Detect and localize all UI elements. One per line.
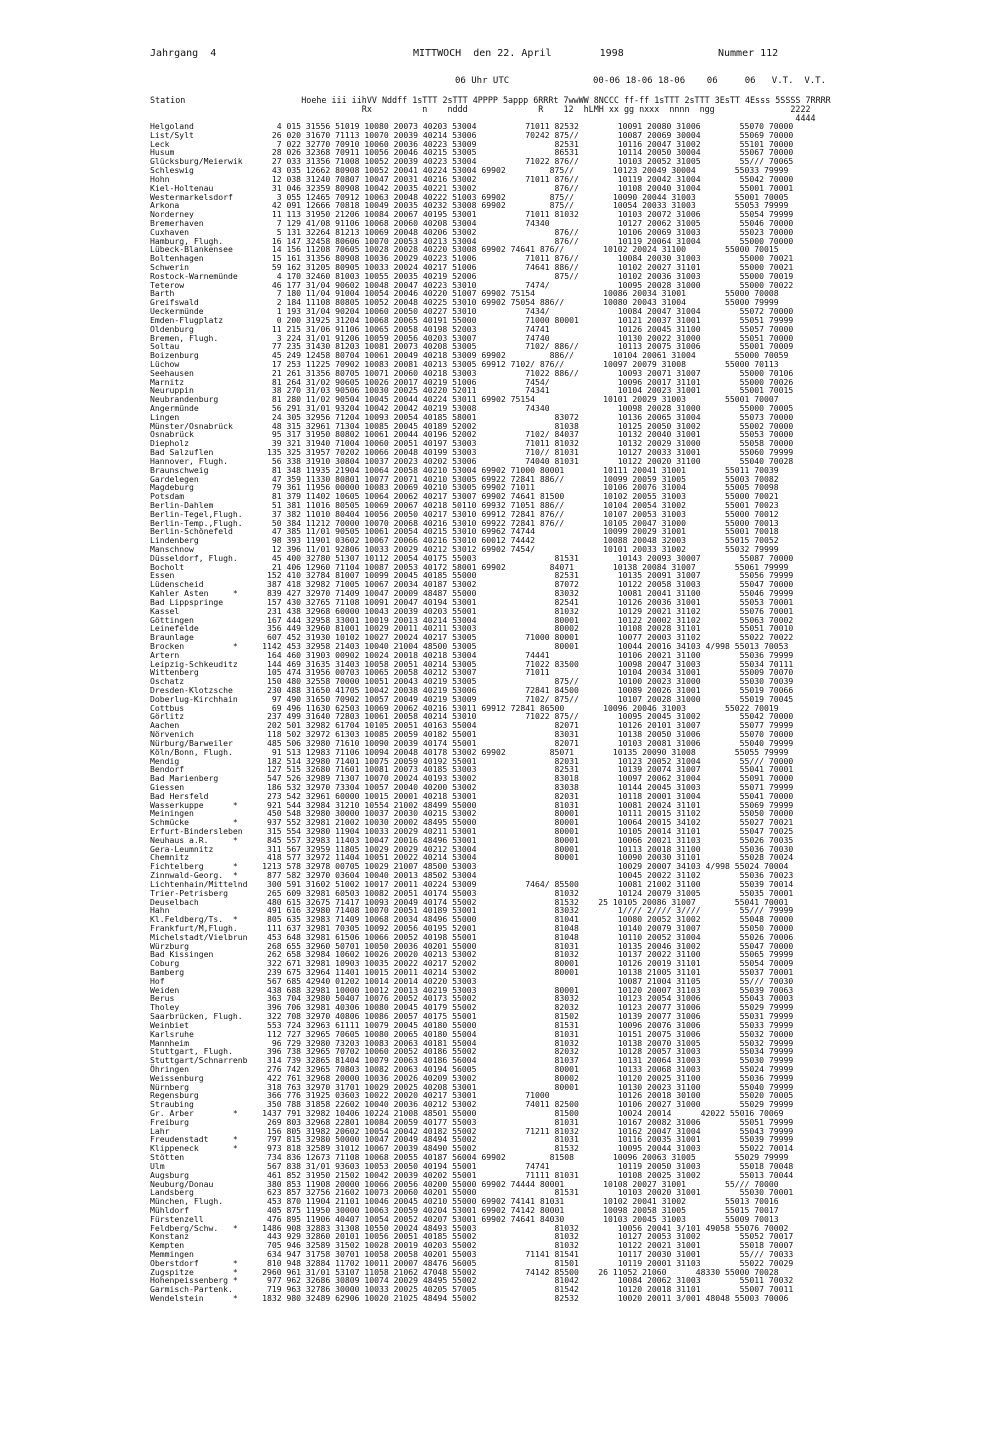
table-row: Emden-Flugplatz 0 200 31925 31204 10068 20065 40191 55000 71000 80001 10121 20037 31001 55051 79999	[150, 314, 794, 325]
table-row: Nörvenich 118 502 32972 61303 10085 20059 40182 55001 83031 10138 20050 31006 55070 70000	[150, 729, 794, 740]
table-row: Mannheim 96 729 32980 73203 10083 20063 40181 55004 81032 10138 20070 31005 55032 79999	[150, 1037, 794, 1048]
table-row: Neubrandenburg 81 280 11/02 90504 10045 20044 40224 53011 69902 75154 10101 20029 31003 55001 70007	[150, 394, 779, 405]
table-row: Hohn 12 038 31240 70807 10047 20031 40216 53002 71011 876// 10119 20042 31004 55042 70000	[150, 173, 794, 184]
table-row: Fürstenzell 476 895 11906 40407 10054 20052 40207 53001 69902 74641 84030 10103 20045 31003 55009 70013	[150, 1213, 779, 1224]
table-row: Leipzig-Schkeuditz 144 469 31635 31403 10058 20051 40214 53005 71022 83500 10098 20047 31003 55034 70111	[150, 658, 794, 669]
table-row: Teterow 46 177 31/04 90602 10048 20047 40223 53010 7474/ 10095 20028 31000 55000 70022	[150, 279, 794, 290]
table-row: Göttingen 167 444 32958 33001 10019 20013 40214 53004 80001 10122 20002 31102 55063 70002	[150, 614, 794, 625]
table-row: Nürburg/Barweiler 485 506 32980 71610 10090 20039 40174 55001 82071 10103 20081 31006 55040 79999	[150, 737, 794, 748]
table-row: Zugspitze * 2960 961 31/01 53107 11058 21062 47048 55002 74142 85500 26 11052 21060 48330 55000 70028	[150, 1266, 779, 1277]
table-row: Bremen, Flugh. 3 224 31/01 91206 10059 20056 40203 53007 74740 10130 20022 31000 55051 70000	[150, 332, 794, 343]
table-row: Lingen 24 305 32956 71204 10093 20054 40185 58001 83072 10136 20065 31004 55073 70000	[150, 411, 794, 422]
table-row: Kassel 231 438 32968 60000 10043 20039 40203 55001 81032 10129 20021 31102 55076 70001	[150, 605, 794, 616]
table-row: Berlin-Dahlem 51 381 11016 80505 10069 20067 40218 50110 69932 71051 886// 10104 20054 31002 55001 70023	[150, 499, 779, 510]
table-row: Braunschweig 81 348 11935 21904 10064 20058 40210 53004 69902 71000 80001 10111 20041 31001 55011 70039	[150, 464, 779, 475]
utc-time-label: 06 Uhr UTC	[455, 76, 510, 86]
table-row: Feldberg/Schw. * 1486 908 32883 31308 10550 20024 48493 55003 81032 10056 20041 3/101 49058 55076 70002	[150, 1222, 789, 1233]
table-row: Würzburg 268 655 32960 50701 10050 20036 40201 55000 81031 10135 20046 31002 55047 70000	[150, 940, 794, 951]
table-row: Bad Salzuflen 135 325 31957 70202 10066 20048 40199 53003 710// 81031 10127 20033 31001 55060 79999	[150, 447, 794, 458]
table-row: Düsseldorf, Flugh. 45 400 32780 51307 10112 20054 40175 55003 81531 10143 20093 30007 55087 70000	[150, 552, 794, 563]
table-row: Doberlug-Kirchhain 97 490 31650 70902 10057 20049 40219 53009 7102/ 875// 10107 20028 31000 55019 70045	[150, 693, 794, 704]
table-row: Greifswald 2 184 11108 80805 10052 20048 40225 53010 69902 75054 886// 10080 20043 31004 55000 79999	[150, 297, 779, 308]
table-row: Fichtelberg * 1213 578 32978 00705 10029 21007 48500 53003 10029 20007 34103 4/998 55024 70004	[150, 861, 789, 872]
table-row: Michelstadt/Vielbrun 453 648 32981 61506 10066 20052 40198 55001 81048 10110 20052 31004 55026 70006	[150, 931, 794, 942]
table-row: Bad Kissingen 262 658 32984 10602 10026 20020 40213 53002 81032 10137 20022 31100 55065 79999	[150, 949, 794, 960]
table-row: Berlin-Temp.,Flugh. 50 384 11212 70000 10070 20068 40216 53010 69922 72841 876// 10105 20047 31000 55000 70013	[150, 517, 779, 528]
table-row: Schmücke * 937 552 32981 21002 10030 20002 48495 55000 80001 10064 20015 34102 55027 70021	[150, 817, 794, 828]
table-row: Oberstdorf * 810 948 32884 11702 10011 20007 48476 56005 81501 10119 20001 31103 55022 70029	[150, 1257, 794, 1268]
table-row: Stuttgart/Schnarrenb 314 739 32865 81404 10079 20063 40186 56004 81037 10131 20064 31003 55030 79999	[150, 1055, 794, 1066]
table-row: Seehausen 21 261 31356 80705 10071 20060 40218 53003 71022 886// 10093 20071 31007 55000 70106	[150, 367, 794, 378]
period-labels: 00-06 18-06 18-06 06 06 V.T. V.T.	[593, 76, 826, 86]
table-row: Saarbrücken, Flugh. 322 708 32970 40806 10086 20057 40175 55001 81502 10139 20077 31006 55031 79999	[150, 1011, 794, 1022]
table-row: Glücksburg/Meierwik 27 033 31356 71008 10052 20039 40223 53004 71022 876// 10103 20052 31005 55/// 70065	[150, 156, 794, 167]
date-title: MITTWOCH den 22. April 1998	[413, 48, 624, 59]
table-row: Augsburg 461 852 31950 21502 10042 20039 40202 55001 71111 81031 10108 20025 31002 55013 70044	[150, 1169, 794, 1180]
column-header-line-3: 4444	[150, 113, 816, 123]
table-row: Köln/Bonn, Flugh. 91 513 12983 71106 10094 20048 40178 53002 69902 85071 10135 20090 31008 55055 79999	[150, 746, 789, 757]
column-header-line-2: Rx n nddd R 12 hLMH xx gg nxxx nnnn ngg 2222	[150, 104, 811, 114]
table-row: Schwerin 59 162 31205 80905 10033 20024 40217 51006 74641 886// 10102 20027 31101 55000 70021	[150, 262, 794, 272]
table-row: Münster/Osnabrück 48 315 32961 71304 10085 20045 40189 52002 81038 10125 20050 31002 55002 70000	[150, 420, 794, 431]
table-row: Nürnberg 318 763 32970 31701 10029 20025 40208 53001 80001 10130 20023 31100 55040 79999	[150, 1081, 794, 1092]
table-row: Oschatz 150 480 32558 70000 10051 20043 40219 53005 875// 10100 20023 31000 55030 70039	[150, 676, 794, 687]
table-row: Lahr 156 805 31982 20602 10054 20042 40182 55002 71211 81032 10162 20047 31004 55043 79999	[150, 1125, 794, 1136]
table-row: Stuttgart, Flugh. 396 738 32965 70702 10060 20052 40186 55002 82032 10128 20057 31003 55034 79999	[150, 1046, 794, 1057]
table-row: Görlitz 237 499 31640 72803 10061 20058 40214 53010 71022 875// 10095 20045 31002 55042 70000	[150, 711, 794, 722]
table-row: Bamberg 239 675 32964 11401 10015 20011 40214 53002 80001 10138 21005 31101 55037 70001	[150, 967, 794, 977]
table-row: Dresden-Klotzsche 230 488 31650 41705 10042 20038 40219 53006 72841 84500 10089 20026 31001 55019 70066	[150, 685, 794, 695]
table-row: Straubing 350 788 31858 22602 10040 20036 40212 53002 74011 82500 10106 20027 31000 55029 79999	[150, 1099, 794, 1110]
table-row: Ueckermünde 1 193 31/04 90204 10060 20050 40227 53010 7434/ 10084 20047 31004 55072 70000	[150, 306, 794, 317]
table-row: List/Sylt 26 020 31670 71113 10070 20039 40214 53006 70242 875// 10087 20069 30004 55069 70000	[150, 129, 794, 140]
table-row: Leck 7 022 32770 70910 10060 20036 40223 53009 82531 10116 20047 31002 55101 70000	[150, 138, 794, 149]
table-row: Trier-Petrisberg 265 609 32981 60503 10082 20051 40174 55003 81032 10124 20079 31005 55035 70001	[150, 887, 794, 898]
table-row: Hohenpeissenberg * 977 962 32686 30809 10074 20029 48495 55002 81042 10084 20062 31003 55011 70032	[150, 1275, 794, 1286]
table-row: Brocken * 1142 453 32958 21403 10040 21004 48500 53005 80001 10044 20016 34103 4/998 55013 70053	[150, 640, 789, 651]
table-row: Magdeburg 79 361 11956 00000 10083 20069 40210 53005 69902 71011 10106 20076 31004 55005 70098	[150, 482, 779, 493]
station-table	[150, 122, 793, 1303]
table-row: Bremerhaven 7 129 41/08 91106 10068 20060 40208 53004 74340 10127 20062 31005 55046 70000	[150, 217, 794, 228]
issue-number: Nummer 112	[718, 48, 779, 59]
table-row: Hof 567 685 42940 01202 10014 20014 40220 53003 10087 21004 31105 55/// 70030	[150, 975, 794, 986]
table-row: Mühldorf 405 875 11950 30000 10063 20059 40204 53001 69902 74142 80001 10098 20058 31005 55015 70017	[150, 1204, 779, 1215]
table-row: Mendig 182 514 32980 71401 10075 20059 40192 55001 82031 10123 20052 31004 55/// 70000	[150, 755, 794, 766]
table-row: Lichtenhain/Mittelnd 300 591 31602 51002 10017 20011 40224 53009 7464/ 85500 10081 21002 31100 55039 70014	[150, 878, 794, 889]
table-row: Klippeneck * 973 818 32589 31012 10067 20039 48490 55002 81532 10095 20044 31003 55022 70014	[150, 1143, 794, 1154]
table-row: Lübeck-Blankensee 14 156 11208 70605 10028 20028 40220 53008 69902 74641 876// 10102 20024 31100 55000 70015	[150, 244, 779, 255]
table-row: Neuruppin 38 270 31/03 90506 10030 20025 40220 52011 74341 10104 20023 31001 55001 70015	[150, 385, 794, 396]
table-row: Frankfurt/M,Flugh. 111 637 32981 70305 10092 20056 40195 52001 81048 10140 20079 31007 55050 70000	[150, 922, 794, 933]
table-row: Chemnitz 418 577 32972 11404 10051 20022 40214 53004 80001 10090 20030 31101 55028 70024	[150, 852, 794, 863]
table-row: Diepholz 39 321 31940 71004 10060 20051 40197 53003 71011 81032 10132 20029 31000 55058 70000	[150, 438, 794, 449]
table-row: Arkona 42 091 12666 70818 10049 20035 40232 53008 69902 875// 10054 20033 31003 55053 79999	[150, 200, 789, 211]
table-row: Braunlage 607 452 31930 10102 10027 20024 40217 53005 71000 80001 10077 20003 31102 55022 70022	[150, 632, 794, 643]
table-row: Rostock-Warnemünde 4 170 32460 81003 10055 20035 40219 52006 875// 10102 20036 31003 55000 70019	[150, 270, 794, 281]
table-row: Bad Marienberg 547 526 32989 71307 10070 20024 40193 53002 83018 10097 20062 31004 55091 70000	[150, 773, 794, 784]
table-row: Wittenberg 105 474 31956 00703 10065 20058 40212 53007 71011 10104 20034 31001 55009 70070	[150, 667, 794, 678]
table-row: Leinefelde 356 449 32960 81001 10029 20011 40211 53003 80002 10108 20028 31101 55051 70010	[150, 623, 794, 634]
table-row: Garmisch-Partenk. 719 963 32786 30000 10033 20025 40205 57005 81542 10120 20018 31101 55007 70011	[150, 1284, 794, 1295]
table-row: Konstanz 443 929 32860 20101 10056 20051 40185 55002 81032 10127 20053 31002 55052 70017	[150, 1231, 794, 1242]
table-row: Erfurt-Bindersleben 315 554 32980 11904 10033 20029 40211 53001 80001 10105 20014 31101 55047 70025	[150, 826, 794, 836]
table-row: Coburg 322 671 32981 10903 10035 20022 40217 52002 80001 10126 20019 31101 55054 70009	[150, 958, 794, 969]
table-row: Karlsruhe 112 727 32965 70605 10080 20065 40180 55004 81031 10151 20075 31006 55032 70000	[150, 1028, 794, 1039]
table-row: Tholey 396 706 32981 40306 10080 20045 40179 55002 82032 10123 20077 31006 55029 79999	[150, 1002, 794, 1013]
table-row: Boizenburg 45 249 12458 80704 10061 20049 40218 53009 69902 886// 10104 20061 31004 55000 70059	[150, 350, 789, 361]
table-row: Husum 28 026 32368 70911 10056 20046 40215 53005 86531 10114 20050 30004 55067 70000	[150, 147, 794, 158]
table-row: Hahn 491 616 32980 71408 10070 20051 40189 53001 83032 1//// 2//// 3//// 55/// 79999	[150, 905, 794, 916]
table-row: Aachen 202 501 32982 61704 10105 20051 40163 55004 82071 10126 20101 31007 55077 79999	[150, 720, 794, 731]
table-row: Gr. Arber * 1437 791 32982 10406 10224 21008 48501 55000 81500 10024 20014 42022 55016 70069	[150, 1108, 784, 1118]
table-row: Cottbus 69 496 11630 62503 10069 20062 40216 53011 69912 72841 86500 10096 20046 31003 55022 70019	[150, 702, 779, 713]
table-row: Oldenburg 11 215 31/06 91106 10065 20058 40198 52003 74741 10126 20045 31100 55057 70000	[150, 323, 794, 334]
table-row: Kl.Feldberg/Ts. * 805 635 32983 71409 10068 20034 48496 55000 81041 10080 20052 31002 55048 70000	[150, 914, 794, 925]
table-row: Wasserkuppe * 921 544 32984 31210 10554 21002 48499 55000 81031 10081 20024 31101 55069 79999	[150, 799, 794, 810]
table-row: Weiden 438 688 32981 10000 10012 20013 40219 53003 80001 10120 20007 31103 55039 70063	[150, 984, 794, 995]
column-header-line-1: Station Hoehe iii iihVV Nddff 1sTTT 2sTTT 4PPPP 5appp 6RRRt 7wwWW 8NCCC ff-ff 1sTTT 2sTTT 3EsTT 4Esss 5SSSS 7RRRR	[150, 95, 831, 105]
table-row: Bendorf 127 515 32680 71601 10081 20073 40185 53003 82531 10139 20074 31007 55041 70001	[150, 764, 794, 775]
table-row: Osnabrück 95 317 31950 80802 10061 20044 40196 52002 7102/ 84037 10132 20040 31001 55053 70000	[150, 429, 794, 440]
table-row: Lindenberg 98 393 11901 03602 10067 20066 40216 53010 60012 74442 10088 20048 32003 55015 70052	[150, 535, 779, 546]
table-row: Schleswig 43 035 12662 80908 10052 20041 40224 53004 69902 875// 10123 20049 30004 55033 79999	[150, 165, 789, 176]
table-row: Stötten 734 836 12673 71108 10068 20055 40187 56004 69902 81508 10096 20063 31005 55029 79999	[150, 1152, 789, 1163]
table-row: Artern 164 460 31903 00902 10024 20018 40218 53004 74441 10106 20021 31100 55036 79999	[150, 649, 794, 660]
table-row: Norderney 11 113 31950 21206 10084 20067 40195 53001 71011 81032 10103 20072 31006 55054 79999	[150, 209, 794, 220]
table-row: Potsdam 81 379 11402 10605 10064 20062 40217 53007 69902 74641 81500 10102 20055 31003 55000 70021	[150, 491, 779, 502]
table-row: Weissenburg 422 761 32968 20000 10036 20026 40209 53002 80002 10120 20025 31100 55036 79999	[150, 1072, 794, 1083]
table-row: Neuburg/Donau 380 853 11908 20000 10066 20056 40200 55000 69902 74444 80001 10108 20027 31001 55/// 70000	[150, 1178, 779, 1189]
table-row: Manschnow 12 396 11/01 92806 10033 20029 40212 53012 69902 7454/ 10101 20033 31002 55032 79999	[150, 544, 779, 554]
table-row: München, Flugh. 453 870 11904 21101 10046 20045 40210 55000 69902 74141 81031 10102 20041 31002 55013 70016	[150, 1196, 779, 1207]
table-row: Boltenhagen 15 161 31356 80908 10036 20029 40223 51006 71011 876// 10084 20030 31003 55000 70021	[150, 253, 794, 264]
table-row: Memmingen 634 947 31758 30701 10058 20058 40201 55003 71141 81541 10117 20030 31001 55/// 70033	[150, 1249, 794, 1259]
table-row: Zinnwald-Georg. * 877 582 32970 03604 10040 20013 48502 53004 10045 20022 31102 55036 70023	[150, 870, 794, 881]
table-row: Berlin-Schönefeld 47 385 11/01 90505 10061 20054 40215 53010 69962 74744 10099 20029 31001 55001 70018	[150, 526, 779, 537]
table-row: Bocholt 21 406 12960 71104 10087 20053 40172 58001 69902 84071 10138 20084 31007 55061 79999	[150, 561, 789, 572]
table-row: Ulm 567 838 31/01 93603 10053 20050 40194 55001 74741 10119 20050 31003 55018 70048	[150, 1160, 794, 1171]
table-row: Lüdenscheid 387 418 32982 71005 10067 20034 40187 53002 87072 10122 20058 31003 55047 70000	[150, 579, 794, 590]
table-row: Hannover, Flugh. 56 338 31910 30804 10037 20023 40202 53006 74040 81031 10122 20020 31100 55040 70028	[150, 455, 794, 466]
table-row: Landsberg 623 857 32756 21602 10073 20060 40201 55000 81531 10103 20020 31001 55030 70001	[150, 1187, 794, 1198]
table-row: Lüchow 17 253 11225 70902 10083 20081 40213 53005 69912 7102/ 876// 10097 20079 31008 55000 70113	[150, 358, 779, 369]
table-row: Cuxhaven 5 131 32264 81213 10069 20048 40206 53002 876// 10106 20069 31003 55023 70000	[150, 226, 794, 237]
table-row: Bad Lippspringe 157 430 32765 71108 10091 20047 40194 53001 82541 10126 20036 31001 55053 70001	[150, 596, 794, 607]
table-row: Barth 7 180 11/04 91004 10054 20046 40220 51007 69902 75154 10086 20034 31001 55000 70008	[150, 288, 779, 299]
table-row: Helgoland 4 015 31556 51019 10080 20073 40203 53004 71011 82532 10091 20080 31006 55070 70000	[150, 121, 794, 131]
table-row: Weinbiet 553 724 32963 61111 10079 20045 40180 55000 81531 10096 20076 31006 55033 79999	[150, 1019, 794, 1030]
table-row: Meiningen 450 548 32980 30000 10037 20030 40215 53002 80001 10111 20015 31102 55050 70000	[150, 808, 794, 819]
table-row: Angermünde 56 291 31/01 93204 10042 20042 40219 53008 74340 10098 20028 31000 55000 70005	[150, 403, 794, 413]
table-row: Kiel-Holtenau 31 046 32359 80908 10042 20035 40221 53002 876// 10108 20040 31004 55001 70001	[150, 182, 794, 193]
table-row: Gardelegen 47 359 11330 80801 10077 20071 40210 53005 69922 72841 886// 10099 20059 31005 55003 70082	[150, 473, 779, 484]
table-row: Freiburg 269 803 32968 22801 10084 20059 40177 55003 81031 10167 20082 31006 55051 79999	[150, 1116, 794, 1127]
table-row: Marnitz 81 264 31/02 90605 10026 20017 40219 51006 7454/ 10096 20017 31101 55000 70026	[150, 376, 794, 387]
table-row: Wendelstein * 1832 980 32489 62906 10020 21025 48494 55002 82532 10020 20011 3/001 48048 55003 70006	[150, 1293, 789, 1304]
table-row: Berus 363 704 32980 50407 10076 20052 40173 55002 83032 10123 20054 31006 55043 70003	[150, 993, 794, 1004]
table-row: Gera-Leumnitz 311 567 32959 11805 10029 20029 40212 53004 80001 10113 20018 31100 55036 70030	[150, 843, 794, 854]
table-row: Soltau 77 235 31430 81203 10081 20073 40208 53005 7102/ 886// 10113 20075 31006 55001 70009	[150, 341, 794, 352]
table-row: Hamburg, Flugh. 16 147 32458 80606 10070 20053 40213 53004 876// 10119 20064 31004 55000 70000	[150, 235, 794, 246]
table-row: Bad Hersfeld 273 542 32961 60000 10015 20001 40218 53001 82031 10118 20001 31004 55041 70000	[150, 790, 794, 801]
table-row: Regensburg 366 776 31925 03603 10022 20020 40217 53001 71000 10126 20018 30100 55020 70005	[150, 1090, 794, 1101]
table-row: Freudenstadt * 797 815 32980 50000 10047 20049 48494 55002 81031 10116 20035 31001 55039 79999	[150, 1134, 794, 1145]
table-row: Neuhaus a.R. * 845 557 32983 11403 10047 20016 48496 53001 80001 10066 20021 31103 55026 70035	[150, 834, 794, 845]
table-row: Westermarkelsdorf 3 055 12465 70912 10063 20048 40222 51003 69902 875// 10090 20044 31003 55001 70005	[150, 191, 789, 202]
volume-label: Jahrgang 4	[150, 48, 217, 59]
table-row: Berlin-Tegel,Flugh. 37 382 11010 80404 10056 20050 40217 53010 69912 72841 876// 10107 20053 31003 55000 70012	[150, 508, 779, 519]
table-row: Kempten 705 946 32589 31502 10028 20019 40203 55002 81032 10122 20021 31001 55018 70007	[150, 1240, 794, 1251]
table-row: Öhringen 276 742 32965 70803 10082 20063 40194 56005 80001 10133 20068 31003 55024 79999	[150, 1063, 794, 1074]
table-row: Kahler Asten * 839 427 32970 71409 10047 20009 48487 55000 83032 10081 20041 31100 55046 79999	[150, 588, 794, 599]
table-row: Essen 152 410 32784 81007 10099 20045 40185 55000 82531 10135 20091 31007 55056 79999	[150, 570, 794, 581]
table-row: Deuselbach 480 615 32675 71417 10093 20049 40174 55002 81532 25 10105 20086 31007 55041 70001	[150, 896, 789, 907]
table-row: Giessen 186 532 32970 73304 10057 20040 40200 53002 83038 10144 20045 31003 55071 79999	[150, 781, 794, 792]
